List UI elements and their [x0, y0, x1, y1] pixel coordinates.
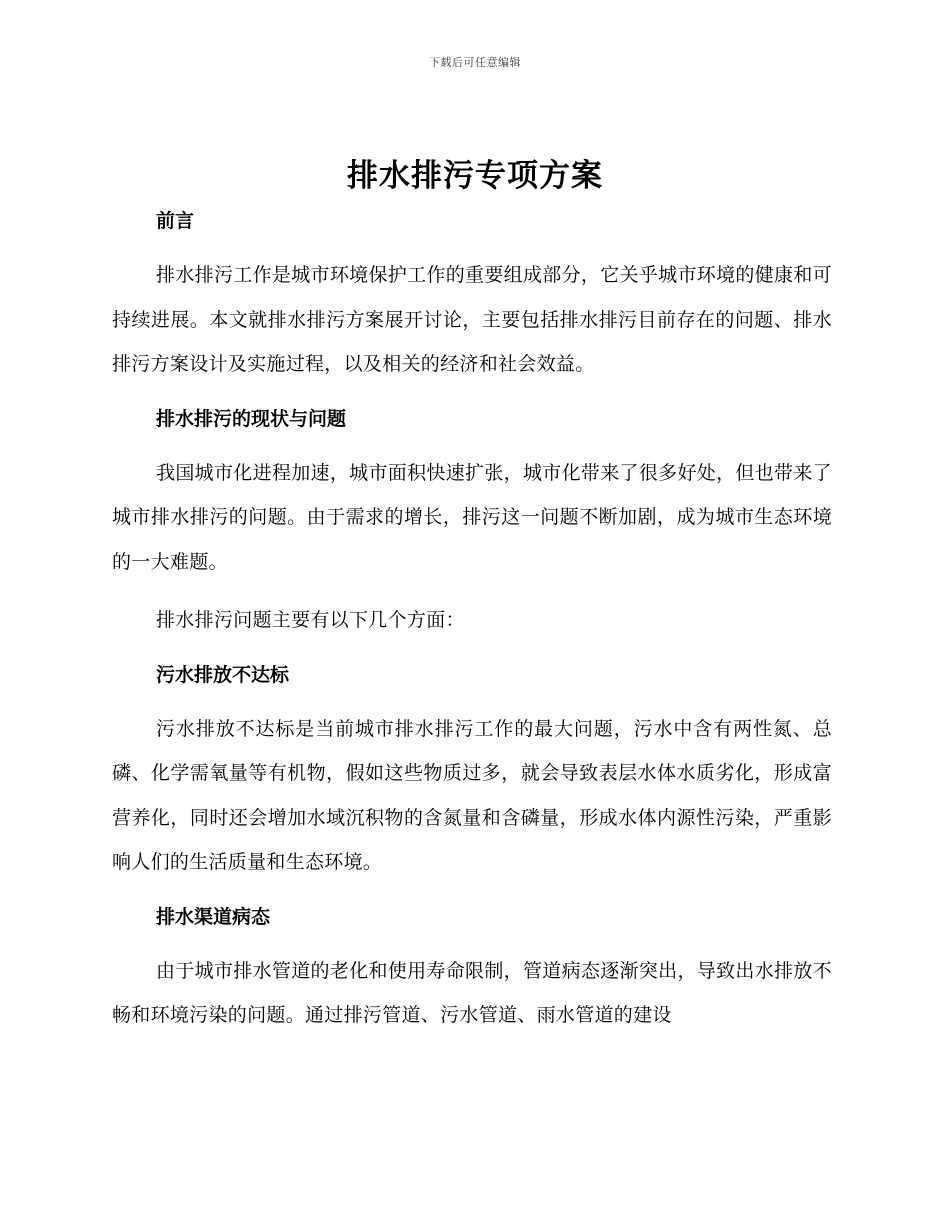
paragraph-status-2: 排水排污问题主要有以下几个方面： [156, 609, 465, 631]
section-heading-discharge: 污水排放不达标 [156, 663, 290, 686]
section-heading-channel: 排水渠道病态 [156, 905, 271, 928]
section-heading-preface: 前言 [156, 210, 195, 232]
paragraph-channel: 由于城市排水管道的老化和使用寿命限制，管道病态逐渐突出，导致出水排放不畅和环境污染的问题。通过排污管道、污水管道、雨水管道的建设 [112, 959, 832, 1026]
paragraph-status-1: 我国城市化进程加速，城市面积快速扩张，城市化带来了很多好处，但也带来了城市排水排污的问题。由于需求的增长，排污这一问题不断加剧，成为城市生态环境的一大难题。 [112, 461, 832, 573]
paragraph-discharge: 污水排放不达标是当前城市排水排污工作的最大问题，污水中含有两性氮、总磷、化学需氧量等有机物，假如这些物质过多，就会导致表层水体水质劣化，形成富营养化，同时还会增加水域沉积物的含氮量和含磷量，形成水体内源性污染，严重影响人们的生活质量和生态环境。 [112, 717, 832, 873]
section-heading-status: 排水排污的现状与问题 [156, 407, 347, 430]
document-title: 排水排污专项方案 [347, 158, 603, 194]
paragraph-preface: 排水排污工作是城市环境保护工作的重要组成部分，它关乎城市环境的健康和可持续进展。本文就排水排污方案展开讨论，主要包括排水排污目前存在的问题、排水排污方案设计及实施过程，以及相关的经济和社会效益。 [112, 264, 832, 375]
header-note: 下载后可任意编辑 [429, 56, 521, 69]
document-body [112, 203, 832, 1052]
